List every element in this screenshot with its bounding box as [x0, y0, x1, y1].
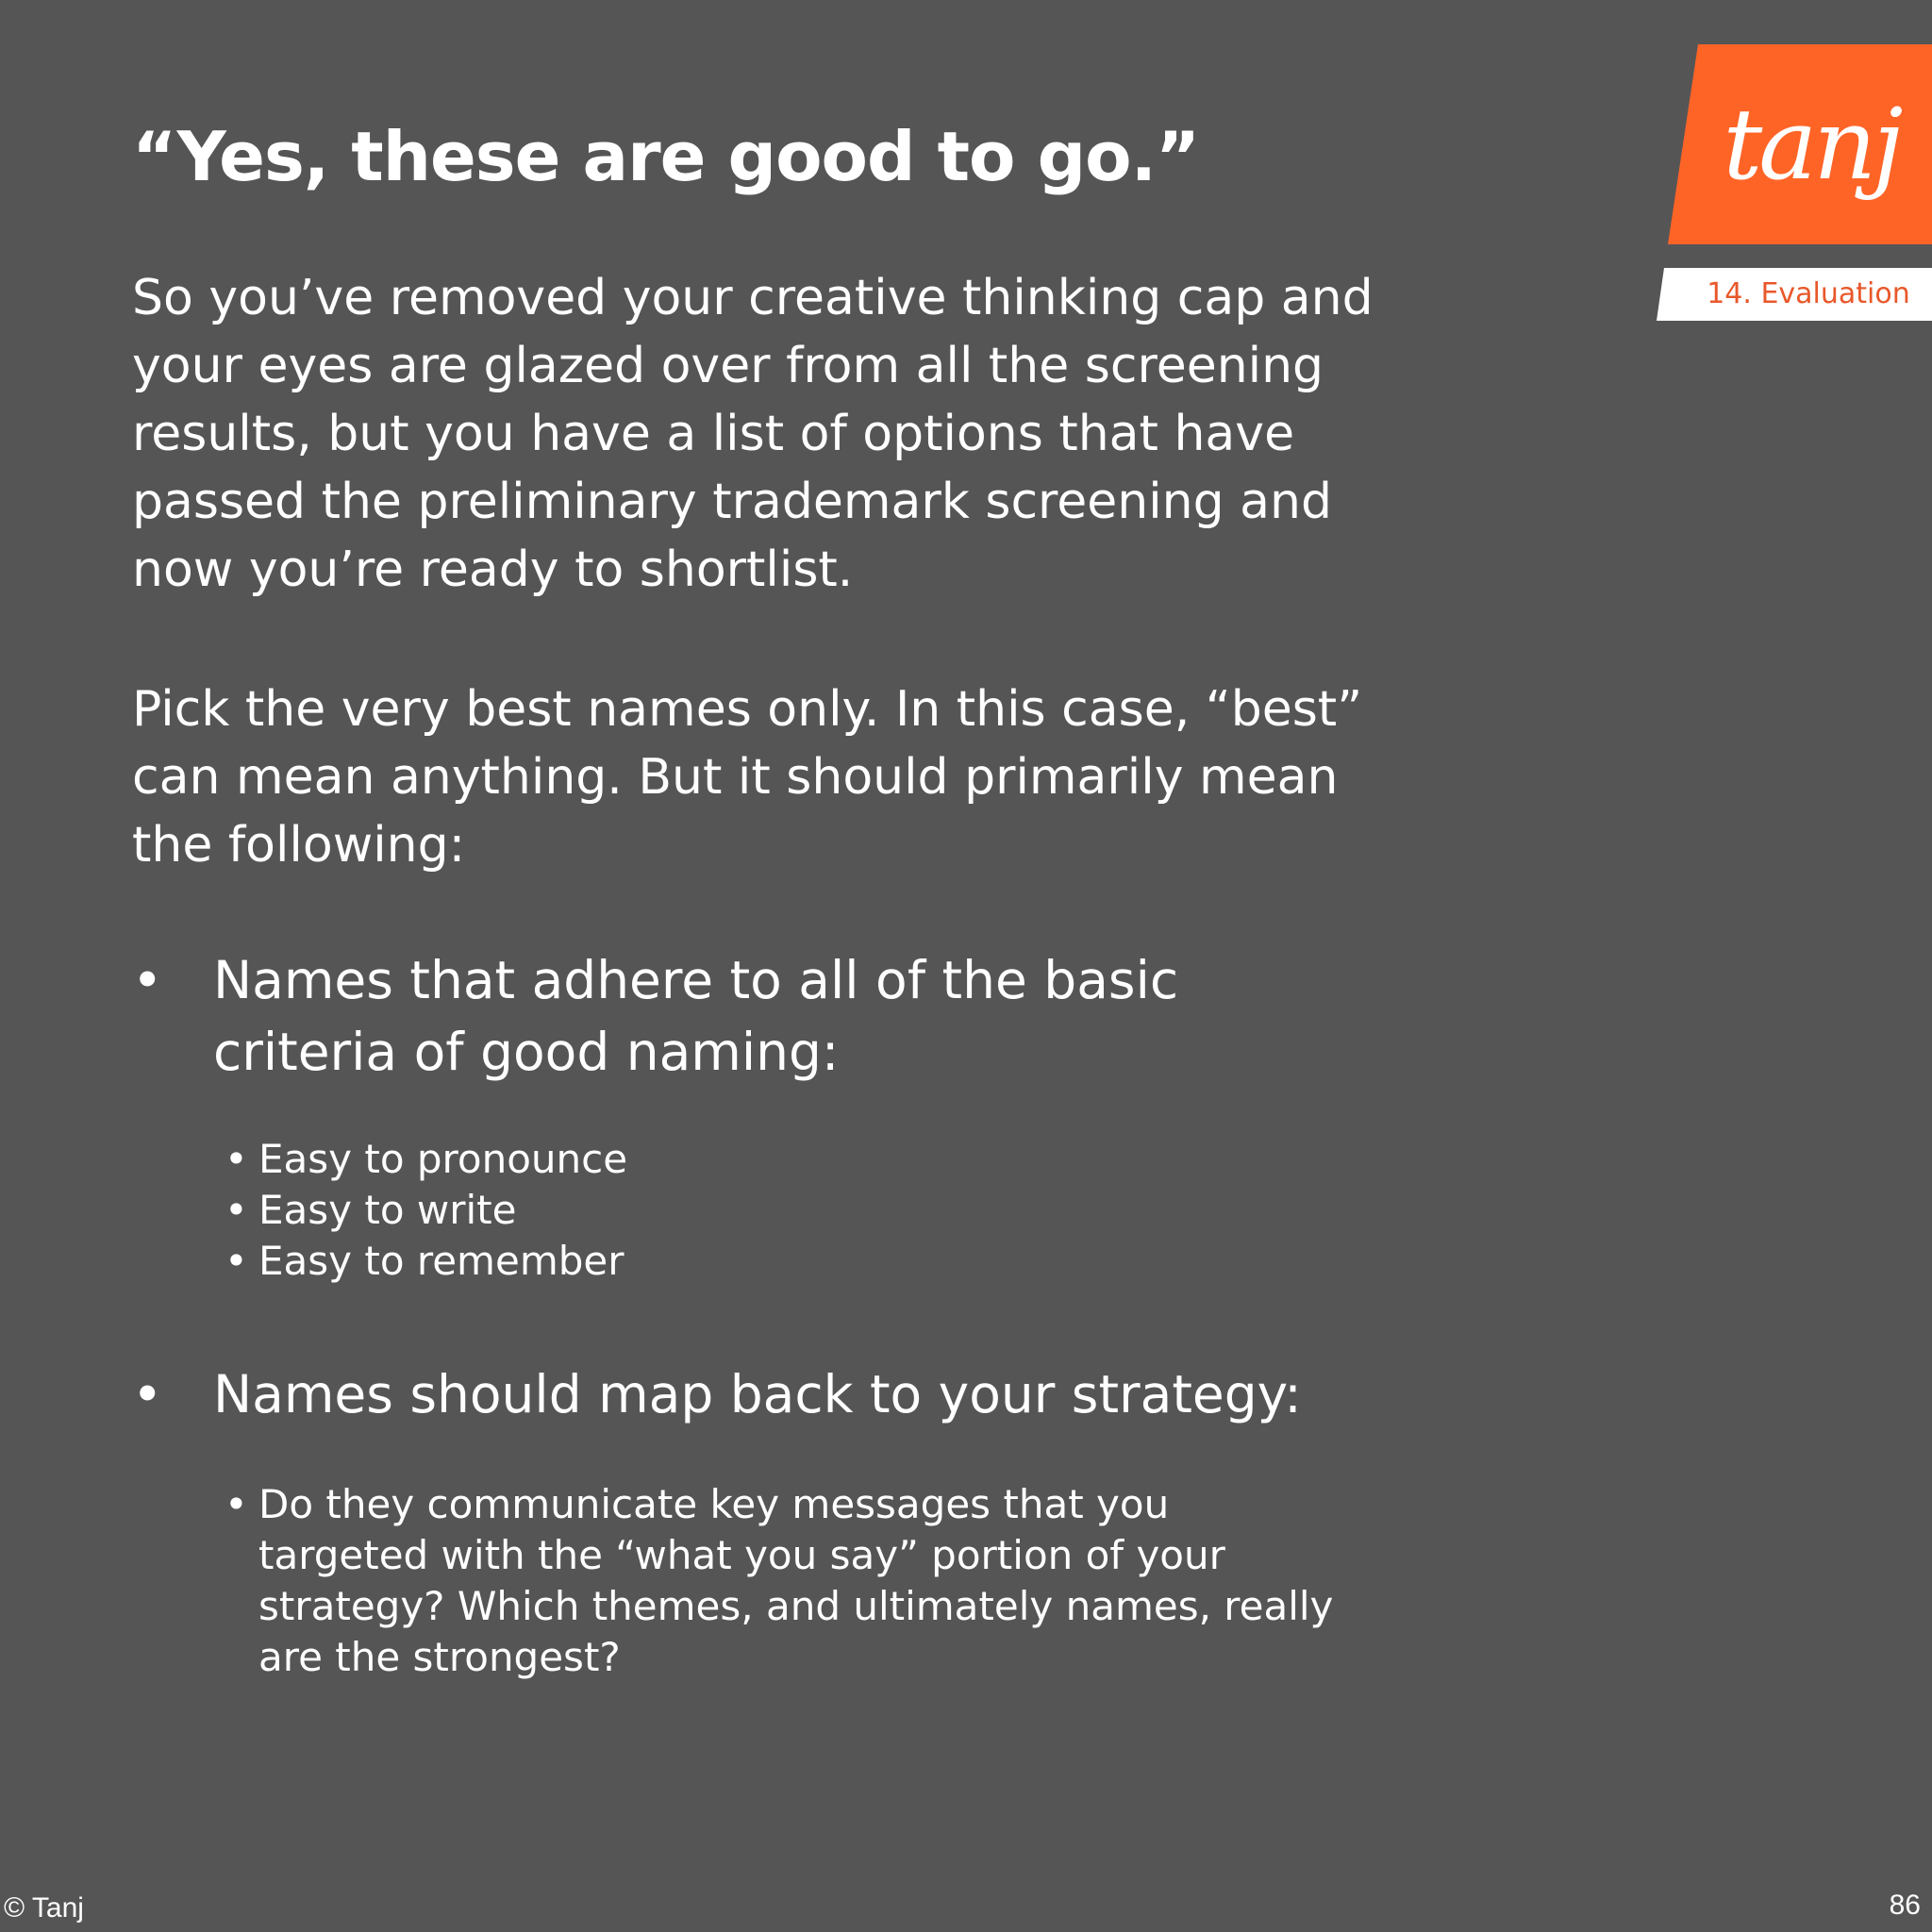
slide-title: “Yes, these are good to go.”	[132, 117, 1200, 196]
sub-bullet-item	[225, 1185, 1357, 1236]
bullet-dot: •	[132, 950, 163, 1010]
sub-bullet-text: Do they communicate key messages that you targeted with the “what you say” portion of your strategy? Which themes, and ultimately names, really are the strongest?	[258, 1481, 1334, 1680]
section-tab	[1657, 268, 1932, 321]
sub-bullet-text: Easy to pronounce	[258, 1136, 628, 1182]
sub-bullet-dot: •	[225, 1136, 248, 1182]
sub-bullet-item	[225, 1236, 1357, 1287]
bullet-dot: •	[132, 1364, 163, 1424]
sub-bullet-dot: •	[225, 1481, 248, 1527]
bullet-text: Names that adhere to all of the basic criteria of good naming:	[213, 950, 1179, 1082]
sub-bullet-dot: •	[225, 1238, 248, 1284]
sub-bullet-text: Easy to remember	[258, 1238, 625, 1284]
intro-paragraph: So you’ve removed your creative thinking cap and your eyes are glazed over from all the screening results, but you have a list of options that have passed the preliminary trademark screening and now you’re ready to shortlist.	[132, 270, 1374, 598]
criteria-paragraph: Pick the very best names only. In this case, “best” can mean anything. But it should primarily mean the following:	[132, 681, 1363, 874]
bullet-text: Names should map back to your strategy:	[213, 1364, 1302, 1424]
sub-bullet-dot: •	[225, 1187, 248, 1233]
sub-bullet-list-strategy	[225, 1479, 1338, 1683]
sub-bullet-item	[225, 1134, 1357, 1185]
sub-bullet-list-basic-criteria	[225, 1134, 1357, 1287]
section-label: 14. Evaluation	[1707, 277, 1910, 310]
copyright-text: © Tanj	[4, 1892, 84, 1924]
sub-bullet-text: Easy to write	[258, 1187, 517, 1233]
page-number: 86	[1889, 1890, 1921, 1921]
sub-bullet-item	[225, 1479, 1338, 1683]
logo-wordmark: tanj	[1723, 87, 1900, 202]
tanj-logo	[1668, 44, 1932, 244]
